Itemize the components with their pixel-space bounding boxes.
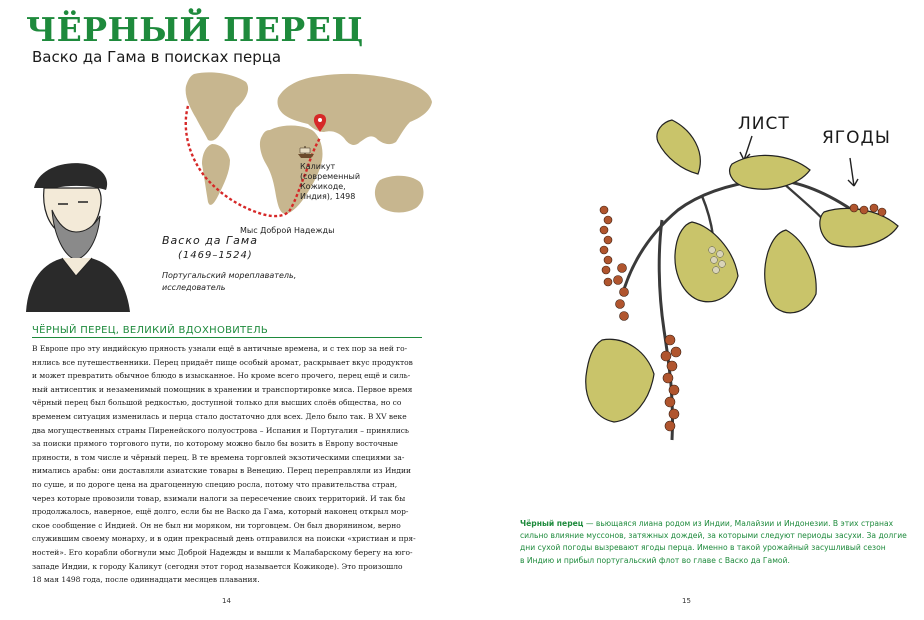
caption-first-line: — вьющаяся лиана родом из Индии, Малайзии и Индонезии. В этих странах xyxy=(583,519,894,528)
portrait-years-label: (1469–1524) xyxy=(178,250,253,261)
leaf xyxy=(675,222,738,302)
caption-bold: Чёрный перец xyxy=(520,519,584,528)
leaf xyxy=(657,120,700,174)
leaf xyxy=(820,208,898,246)
vasco-da-gama-portrait xyxy=(14,152,164,312)
berries-arrow-icon xyxy=(848,158,858,186)
plant-caption: Чёрный перец — вьющаяся лиана родом из Индии, Малайзии и Индонезии. В этих странах сильно влияние муссонов, затяжных дождей, за которыми следуют периоды засухи. За долгие дни сухой погоды вызревают ягоды перца. Именно в такой урожайный засушливый сезон в Индию и прибыл португальский флот во главе с Васко да Гамой. xyxy=(520,519,907,565)
leaf xyxy=(586,339,654,422)
world-map-illustration xyxy=(160,68,440,236)
pepper-plant-illustration xyxy=(562,100,902,460)
map-land-americas xyxy=(186,72,248,140)
map-land-australia xyxy=(375,176,424,213)
right-page xyxy=(462,0,924,620)
label-berries: ЯГОДЫ xyxy=(822,128,891,148)
cape-label: Мыс Доброй Надежды xyxy=(240,226,335,235)
portrait-name-label: Васко да Гама xyxy=(162,234,258,247)
page-number-left: 14 xyxy=(222,597,231,605)
section-heading: ЧЁРНЫЙ ПЕРЕЦ, ВЕЛИКИЙ ВДОХНОВИТЕЛЬ xyxy=(32,325,269,336)
leaf xyxy=(765,230,816,313)
body-text: В Европе про эту индийскую пряность узнали ещё в античные времена, и с тех пор за ней го- нялись все путешественники. Перец придаёт пище особый аромат, раскрывает вкус продуктов и может превратить обычное блюдо в изысканное. Но кроме всего прочего, перец ещё и силь- ный антисептик и незаменимый помощник в хранении и транспортировке мяса. Первое время чёрный перец был большой редкостью, доступной только для высших слоёв общества, но со временем ситуация изменилась и перца стало достаточно для всех. Дело было так. В XV веке два могущественных страны Пиренейского полуострова – Испания и Португалия – принялись за поиски прямого торгового пути, по которому можно было бы возить в Европу восточные пряности, в том числе и чёрный перец. В те времена торговлей экзотическими специями за- нимались арабы: они доставляли азиатские товары в Венецию. Перец переправляли из Индии по суше, и по дороге цена на драгоценную специю росла, потому что правительства стран, через которые провозили товар, взимали налоги за пересечение своих территорий. И так бы продолжалось, наверное, ещё долго, если бы не Васко да Гама, который наконец открыл мор- ское сообщение с Индией. Он не был ни моряком, ни торговцем. Он был дворянином, верно служившим своему монарху, и в один прекрасный день отправился на поиски «христиан и пря- ностей». Его корабли обогнули мыс Доброй Надежды и вышли к Малабарскому берегу на юго- западе Индии, к городу Каликут (сегодня этот город называется Кожикоде). Это произошло 18 мая 1498 года, после одиннадцати месяцев плавания. xyxy=(32,344,416,585)
section-divider xyxy=(32,337,422,338)
label-leaf: ЛИСТ xyxy=(738,114,790,134)
page-title: ЧЁРНЫЙ ПЕРЕЦ xyxy=(26,10,364,49)
page-subtitle: Васко да Гама в поисках перца xyxy=(32,48,282,66)
page-number-right: 15 xyxy=(682,597,691,605)
hat-icon xyxy=(34,163,107,190)
calicut-label: Каликут (современный Кожикоде, Индия), 1498 xyxy=(300,162,361,201)
portrait-role-label: Португальский мореплаватель, исследователь xyxy=(162,271,297,292)
